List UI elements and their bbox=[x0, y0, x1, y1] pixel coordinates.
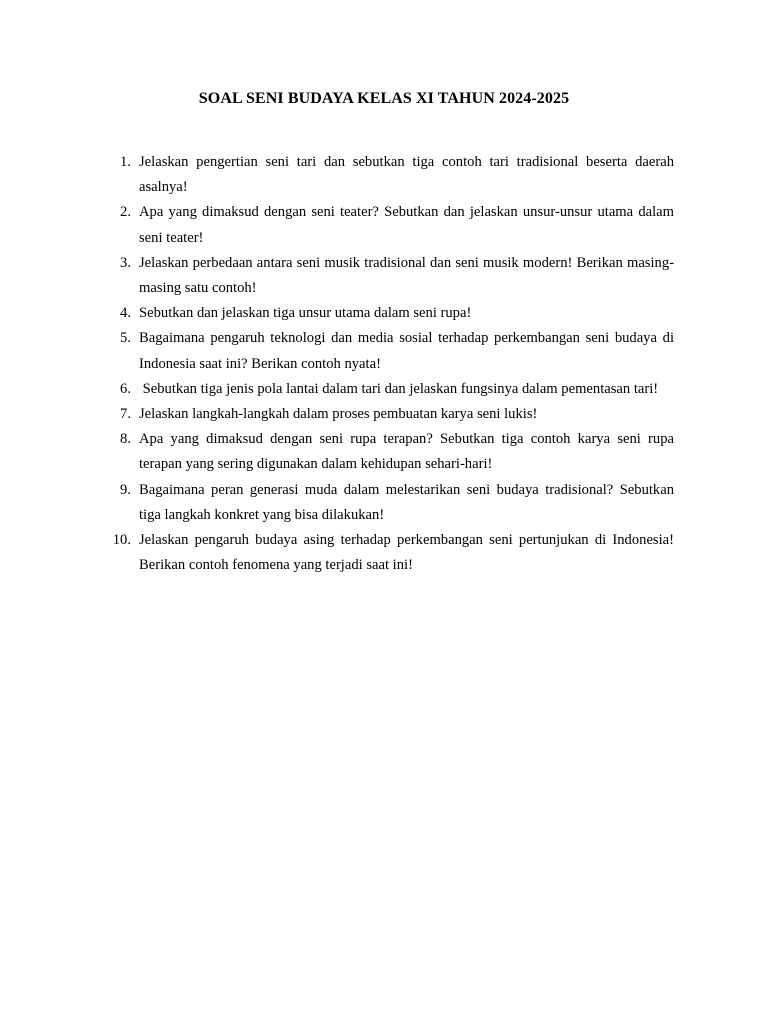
question-number: 10. bbox=[112, 532, 131, 549]
question-number: 3. bbox=[120, 254, 131, 271]
question-number: 8. bbox=[120, 431, 131, 448]
question-item-5 bbox=[96, 326, 674, 376]
question-number: 1. bbox=[120, 154, 131, 170]
question-list bbox=[96, 150, 674, 578]
question-item-10 bbox=[96, 528, 674, 578]
question-text: Apa yang dimaksud dengan seni teater? Sebutkan dan jelaskan unsur-unsur utama dalam seni teater! bbox=[139, 204, 674, 246]
question-text: Jelaskan pengaruh budaya asing terhadap perkembangan seni pertunjukan di Indonesia! Berikan contoh fenomena yang terjadi saat ini! bbox=[139, 532, 674, 574]
question-item-1 bbox=[96, 150, 674, 200]
question-number: 4. bbox=[120, 305, 131, 322]
question-item-8 bbox=[96, 427, 674, 477]
question-item-6 bbox=[96, 377, 674, 402]
question-number: 7. bbox=[120, 406, 131, 423]
question-item-3 bbox=[96, 251, 674, 301]
question-text: Jelaskan langkah-langkah dalam proses pembuatan karya seni lukis! bbox=[139, 406, 538, 423]
question-item-4 bbox=[96, 301, 674, 326]
question-number: 6. bbox=[120, 380, 131, 397]
question-item-9 bbox=[96, 478, 674, 528]
question-text: Sebutkan dan jelaskan tiga unsur utama dalam seni rupa! bbox=[139, 305, 472, 322]
question-number: 2. bbox=[120, 204, 131, 221]
question-number: 5. bbox=[120, 330, 131, 347]
question-text: Jelaskan pengertian seni tari dan sebutkan tiga contoh tari tradisional beserta daerah asalnya! bbox=[139, 154, 674, 196]
question-text: Apa yang dimaksud dengan seni rupa terapan? Sebutkan tiga contoh karya seni rupa terapan yang sering digunakan dalam kehidupan sehari-hari! bbox=[139, 431, 674, 473]
question-item-7 bbox=[96, 402, 674, 427]
question-text: Bagaimana peran generasi muda dalam melestarikan seni budaya tradisional? Sebutkan tiga langkah konkret yang bisa dilakukan! bbox=[139, 481, 674, 523]
question-number: 9. bbox=[120, 481, 131, 498]
page-title: SOAL SENI BUDAYA KELAS XI TAHUN 2024-2025 bbox=[198, 90, 570, 107]
question-text: Jelaskan perbedaan antara seni musik tradisional dan seni musik modern! Berikan masing-masing satu contoh! bbox=[139, 254, 674, 297]
question-item-2 bbox=[96, 200, 674, 250]
question-text: Sebutkan tiga jenis pola lantai dalam tari dan jelaskan fungsinya dalam pementasan tari! bbox=[139, 380, 659, 397]
question-text: Bagaimana pengaruh teknologi dan media sosial terhadap perkembangan seni budaya di Indonesia saat ini? Berikan contoh nyata! bbox=[139, 330, 674, 372]
